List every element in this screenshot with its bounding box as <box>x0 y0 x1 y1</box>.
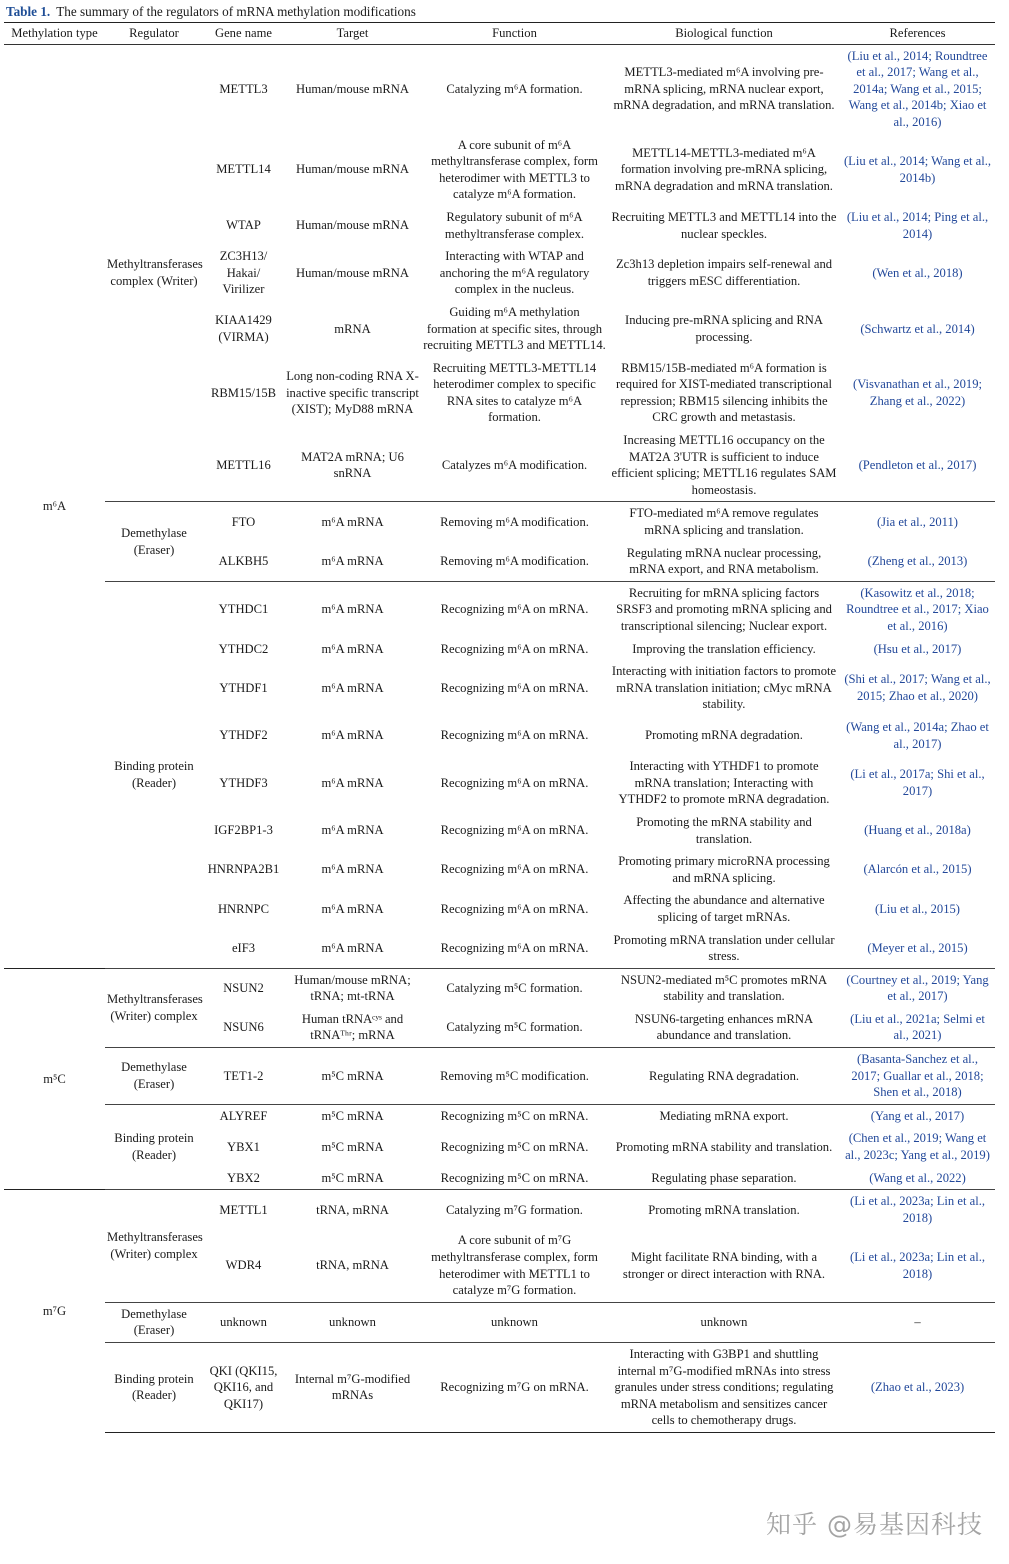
function-cell: Recognizing m⁷G on mRNA. <box>421 1342 608 1432</box>
col-header-target: Target <box>284 23 421 45</box>
target-cell: MAT2A mRNA; U6 snRNA <box>301 449 404 481</box>
table-row <box>4 44 995 133</box>
target-cell: m⁵C mRNA <box>321 1139 384 1154</box>
gene-cell: YTHDC1 <box>203 581 284 637</box>
gene-cell: ALKBH5 <box>218 553 269 568</box>
function-cell: Recognizing m⁶A on mRNA. <box>440 901 589 916</box>
function-cell: Recognizing m⁶A on mRNA. <box>440 728 589 743</box>
bio-function-cell: Promoting primary microRNA processing and mRNA splicing. <box>618 854 830 885</box>
gene-cell: KIAA1429 (VIRMA) <box>215 313 272 344</box>
col-header-methylation-type: Methylation type <box>4 23 105 45</box>
target-cell: m⁵C mRNA <box>284 1048 421 1105</box>
methylation-type-cell: m⁶A <box>4 44 105 968</box>
gene-cell: FTO <box>203 502 284 542</box>
bio-function-cell: NSUN2-mediated m⁵C promotes mRNA stability and translation. <box>608 968 840 1008</box>
target-cell: Human/mouse mRNA <box>284 44 421 133</box>
references-cell[interactable]: (Schwartz et al., 2014) <box>860 321 975 336</box>
references-cell[interactable]: (Yang et al., 2017) <box>840 1104 995 1127</box>
function-cell: Catalyzing m⁵C formation. <box>446 1020 583 1035</box>
target-cell: m⁶A mRNA <box>321 775 384 790</box>
gene-cell: ZC3H13/ Hakai/ Virilizer <box>219 249 268 297</box>
methylation-type-cell: m⁵C <box>4 968 105 1190</box>
bio-function-cell: Recruiting for mRNA splicing factors SRSF3 and promoting mRNA splicing and transcriptional silencing; Nuclear export. <box>608 581 840 637</box>
table-row <box>4 1048 995 1105</box>
target-cell: m⁵C mRNA <box>321 1170 384 1185</box>
bio-function-cell: Might facilitate RNA binding, with a stronger or direct interaction with RNA. <box>622 1250 826 1281</box>
bio-function-cell: Promoting the mRNA stability and translation. <box>636 814 812 846</box>
target-cell: Human/mouse mRNA <box>296 162 409 177</box>
table-row <box>4 1190 995 1230</box>
col-header-references: References <box>840 23 995 45</box>
references-cell[interactable]: (Wang et al., 2022) <box>869 1170 966 1185</box>
references-cell[interactable]: (Alarcón et al., 2015) <box>863 862 972 877</box>
regulator-cell: Binding protein (Reader) <box>105 581 203 968</box>
gene-cell: METTL1 <box>203 1190 284 1230</box>
function-cell: Interacting with WTAP and anchoring the m⁶A regulatory complex in the nucleus. <box>439 249 590 297</box>
table-label: Table 1. <box>6 4 51 19</box>
bio-function-cell: Promoting mRNA stability and translation. <box>615 1139 833 1154</box>
function-cell: A core subunit of m⁶A methyltransferase complex, form heterodimer with METTL3 to catalyze m⁶A formation. <box>431 137 598 202</box>
function-cell: Removing m⁶A modification. <box>421 502 608 542</box>
bio-function-cell: FTO-mediated m⁶A remove regulates mRNA splicing and translation. <box>608 502 840 542</box>
gene-cell: METTL3 <box>203 44 284 133</box>
regulator-cell: Binding protein (Reader) <box>105 1104 203 1189</box>
function-cell: Removing m⁵C modification. <box>421 1048 608 1105</box>
function-cell: Catalyzing m⁶A formation. <box>421 44 608 133</box>
bio-function-cell: METTL14-METTL3-mediated m⁶A formation involving pre-mRNA splicing, mRNA degradation and mRNA translation. <box>615 145 833 194</box>
function-cell: Recognizing m⁵C on mRNA. <box>440 1170 589 1185</box>
references-cell[interactable]: (Zheng et al., 2013) <box>867 553 968 568</box>
target-cell: m⁵C mRNA <box>284 1104 421 1127</box>
bio-function-cell: Regulating RNA degradation. <box>608 1048 840 1105</box>
references-cell[interactable]: (Courtney et al., 2019; Yang et al., 2017) <box>840 968 995 1008</box>
target-cell: Internal m⁷G-modified mRNAs <box>284 1342 421 1432</box>
function-cell: Catalyzing m⁷G formation. <box>421 1190 608 1230</box>
references-cell[interactable]: (Wang et al., 2014a; Zhao et al., 2017) <box>846 719 989 751</box>
function-cell: unknown <box>421 1302 608 1342</box>
bio-function-cell: RBM15/15B-mediated m⁶A formation is required for XIST-mediated transcriptional repression; RBM15 silencing inhibits the CRC growth and metastasis. <box>615 360 832 425</box>
table-row <box>4 581 995 637</box>
target-cell: m⁶A mRNA <box>284 502 421 542</box>
table-row <box>4 1302 995 1342</box>
bio-function-cell: unknown <box>608 1302 840 1342</box>
function-cell: Recognizing m⁶A on mRNA. <box>440 823 589 838</box>
function-cell: Recognizing m⁶A on mRNA. <box>440 680 589 695</box>
bio-function-cell: Interacting with YTHDF1 to promote mRNA translation; Interacting with YTHDF2 to promote mRNA degradation. <box>618 759 830 807</box>
col-header-biological-function: Biological function <box>608 23 840 45</box>
col-header-regulator: Regulator <box>105 23 203 45</box>
gene-cell: METTL16 <box>216 457 271 472</box>
gene-cell: eIF3 <box>231 940 256 955</box>
target-cell: m⁶A mRNA <box>284 581 421 637</box>
regulator-cell: Methyltransferases complex (Writer) <box>105 44 203 502</box>
regulator-cell: Methyltransferases (Writer) complex <box>105 968 203 1047</box>
target-cell: Long non-coding RNA X-inactive specific transcript (XIST); MyD88 mRNA <box>286 368 419 417</box>
target-cell: tRNA, mRNA <box>316 1258 389 1273</box>
table-caption <box>6 3 416 20</box>
table-header-row <box>4 23 995 45</box>
function-cell: Catalyzes m⁶A modification. <box>441 457 588 472</box>
table-row <box>4 1104 995 1127</box>
gene-cell: QKI (QKI15, QKI16, and QKI17) <box>203 1342 284 1432</box>
target-cell: Human tRNAᶜʸˢ and tRNAᵀʰʳ; mRNA <box>301 1011 404 1043</box>
references-cell[interactable]: (Chen et al., 2019; Wang et al., 2023c; Yang et al., 2019) <box>845 1131 990 1163</box>
bio-function-cell: Regulating mRNA nuclear processing, mRNA export, and RNA metabolism. <box>626 545 822 577</box>
references-cell[interactable]: (Wen et al., 2018) <box>872 265 963 280</box>
target-cell: m⁶A mRNA <box>321 862 384 877</box>
references-cell[interactable]: (Huang et al., 2018a) <box>864 823 971 838</box>
bio-function-cell: NSUN6-targeting enhances mRNA abundance and translation. <box>634 1011 814 1043</box>
function-cell: Recognizing m⁶A on mRNA. <box>440 641 589 656</box>
col-header-gene-name: Gene name <box>203 23 284 45</box>
regulator-cell: Methyltransferases (Writer) complex <box>105 1190 203 1303</box>
gene-cell: METTL14 <box>216 162 271 177</box>
regulator-cell: Demethylase (Eraser) <box>105 1048 203 1105</box>
references-cell[interactable]: (Visvanathan et al., 2019; Zhang et al., 2022) <box>853 377 982 408</box>
function-cell: Recognizing m⁶A on mRNA. <box>440 940 589 955</box>
regulator-cell: Binding protein (Reader) <box>105 1342 203 1432</box>
function-cell: Regulatory subunit of m⁶A methyltransferase complex. <box>444 209 585 241</box>
gene-cell: IGF2BP1-3 <box>214 823 273 838</box>
bio-function-cell: Promoting mRNA translation under cellular stress. <box>613 932 835 964</box>
bio-function-cell: Interacting with G3BP1 and shuttling internal m⁷G-modified mRNAs into stress granules under stress conditions; regulating mRNA metabolism and sensitizes cancer cells to chemotherapy drugs. <box>608 1342 840 1432</box>
bio-function-cell: Improving the translation efficiency. <box>632 641 816 656</box>
references-cell[interactable]: (Hsu et al., 2017) <box>873 641 962 656</box>
bio-function-cell: Interacting with initiation factors to promote mRNA translation initiation; cMyc mRNA stability. <box>611 664 837 712</box>
function-cell: Catalyzing m⁵C formation. <box>421 968 608 1008</box>
bio-function-cell: Recruiting METTL3 and METTL14 into the nuclear speckles. <box>611 209 837 241</box>
function-cell: Recognizing m⁶A on mRNA. <box>421 581 608 637</box>
references-cell[interactable]: (Jia et al., 2011) <box>840 502 995 542</box>
function-cell: Recognizing m⁵C on mRNA. <box>421 1104 608 1127</box>
references-cell: – <box>840 1302 995 1342</box>
gene-cell: NSUN2 <box>203 968 284 1008</box>
references-cell[interactable]: (Kasowitz et al., 2018; Roundtree et al., 2017; Xiao et al., 2016) <box>840 581 995 637</box>
bio-function-cell: Promoting mRNA translation. <box>608 1190 840 1230</box>
regulators-table <box>4 22 995 1433</box>
references-cell[interactable]: (Li et al., 2017a; Shi et al., 2017) <box>850 767 985 799</box>
references-cell[interactable]: (Pendleton et al., 2017) <box>858 457 977 472</box>
target-cell: Human/mouse mRNA <box>296 218 409 233</box>
references-cell[interactable]: (Liu et al., 2015) <box>875 901 960 916</box>
target-cell: Human/mouse mRNA <box>296 265 409 280</box>
gene-cell: YTHDC2 <box>218 641 269 656</box>
function-cell: Recognizing m⁶A on mRNA. <box>440 775 589 790</box>
gene-cell: YBX2 <box>227 1170 260 1185</box>
bio-function-cell: Increasing METTL16 occupancy on the MAT2A 3'UTR is sufficient to induce efficient splicing; METTL16 regulates SAM homeostasis. <box>611 433 837 497</box>
bio-function-cell: Zc3h13 depletion impairs self-renewal and triggers mESC differentiation. <box>615 257 833 289</box>
gene-cell: YTHDF1 <box>219 680 268 695</box>
references-cell[interactable]: (Basanta-Sanchez et al., 2017; Guallar et al., 2018; Shen et al., 2018) <box>840 1048 995 1105</box>
methylation-type-cell: m⁷G <box>4 1190 105 1433</box>
col-header-function: Function <box>421 23 608 45</box>
table-caption-text: The summary of the regulators of mRNA methylation modifications <box>56 4 416 19</box>
bio-function-cell: Inducing pre-mRNA splicing and RNA processing. <box>625 313 823 344</box>
gene-cell: YBX1 <box>227 1139 260 1154</box>
references-cell[interactable]: (Li et al., 2023a; Lin et al., 2018) <box>850 1250 985 1281</box>
bio-function-cell: Affecting the abundance and alternative splicing of target mRNAs. <box>623 893 825 924</box>
watermark: 知乎 @易基因科技 <box>766 1510 983 1539</box>
table-row <box>4 502 995 542</box>
function-cell: Recognizing m⁵C on mRNA. <box>440 1139 589 1154</box>
references-cell[interactable]: (Liu et al., 2014; Wang et al., 2014b) <box>843 154 992 185</box>
target-cell: m⁶A mRNA <box>321 680 384 695</box>
gene-cell: ALYREF <box>203 1104 284 1127</box>
table-row <box>4 1342 995 1432</box>
target-cell: m⁶A mRNA <box>321 901 384 916</box>
target-cell: unknown <box>284 1302 421 1342</box>
references-cell[interactable]: (Li et al., 2023a; Lin et al., 2018) <box>840 1190 995 1230</box>
function-cell: Guiding m⁶A methylation formation at specific sites, through recruiting METTL3 and METTL14. <box>423 304 606 353</box>
bio-function-cell: Mediating mRNA export. <box>608 1104 840 1127</box>
target-cell: Human/mouse mRNA; tRNA; mt-tRNA <box>284 968 421 1008</box>
references-cell[interactable]: (Shi et al., 2017; Wang et al., 2015; Zhao et al., 2020) <box>844 672 991 704</box>
gene-cell: unknown <box>203 1302 284 1342</box>
gene-cell: HNRNPA2B1 <box>207 862 280 877</box>
target-cell: m⁶A mRNA <box>321 728 384 743</box>
function-cell: Recognizing m⁶A on mRNA. <box>440 862 589 877</box>
gene-cell: YTHDF3 <box>219 775 268 790</box>
references-cell[interactable]: (Liu et al., 2014; Ping et al., 2014) <box>846 209 989 241</box>
gene-cell: HNRNPC <box>217 901 270 916</box>
regulator-cell: Demethylase (Eraser) <box>105 502 203 581</box>
gene-cell: TET1-2 <box>203 1048 284 1105</box>
function-cell: A core subunit of m⁷G methyltransferase complex, form heterodimer with METTL1 to catalyze m⁷G formation. <box>431 1233 598 1298</box>
function-cell: Recruiting METTL3-METTL14 heterodimer complex to specific RNA sites to catalyze m⁶A formation. <box>432 360 597 425</box>
regulator-cell: Demethylase (Eraser) <box>105 1302 203 1342</box>
target-cell: tRNA, mRNA <box>284 1190 421 1230</box>
bio-function-cell: Promoting mRNA degradation. <box>645 728 803 743</box>
references-cell[interactable]: (Zhao et al., 2023) <box>840 1342 995 1432</box>
gene-cell: WDR4 <box>225 1258 262 1273</box>
references-cell[interactable]: (Liu et al., 2014; Roundtree et al., 2017; Wang et al., 2014a; Wang et al., 2015; Wang et al., 2014b; Xiao et al., 2016) <box>840 44 995 133</box>
references-cell[interactable]: (Meyer et al., 2015) <box>867 940 968 955</box>
gene-cell: YTHDF2 <box>219 728 268 743</box>
table-row <box>4 968 995 1008</box>
references-cell[interactable]: (Liu et al., 2021a; Selmi et al., 2021) <box>850 1011 985 1043</box>
table-body <box>4 44 995 1432</box>
bio-function-cell: Regulating phase separation. <box>651 1170 797 1185</box>
gene-cell: NSUN6 <box>223 1020 264 1035</box>
gene-cell: WTAP <box>226 218 261 233</box>
target-cell: m⁶A mRNA <box>321 641 384 656</box>
bio-function-cell: METTL3-mediated m⁶A involving pre-mRNA splicing, mRNA nuclear export, mRNA degradation, and mRNA translation. <box>608 44 840 133</box>
function-cell: Removing m⁶A modification. <box>440 553 589 568</box>
target-cell: m⁶A mRNA <box>321 823 384 838</box>
target-cell: mRNA <box>334 321 371 336</box>
target-cell: m⁶A mRNA <box>321 553 384 568</box>
target-cell: m⁶A mRNA <box>321 940 384 955</box>
gene-cell: RBM15/15B <box>210 385 277 400</box>
